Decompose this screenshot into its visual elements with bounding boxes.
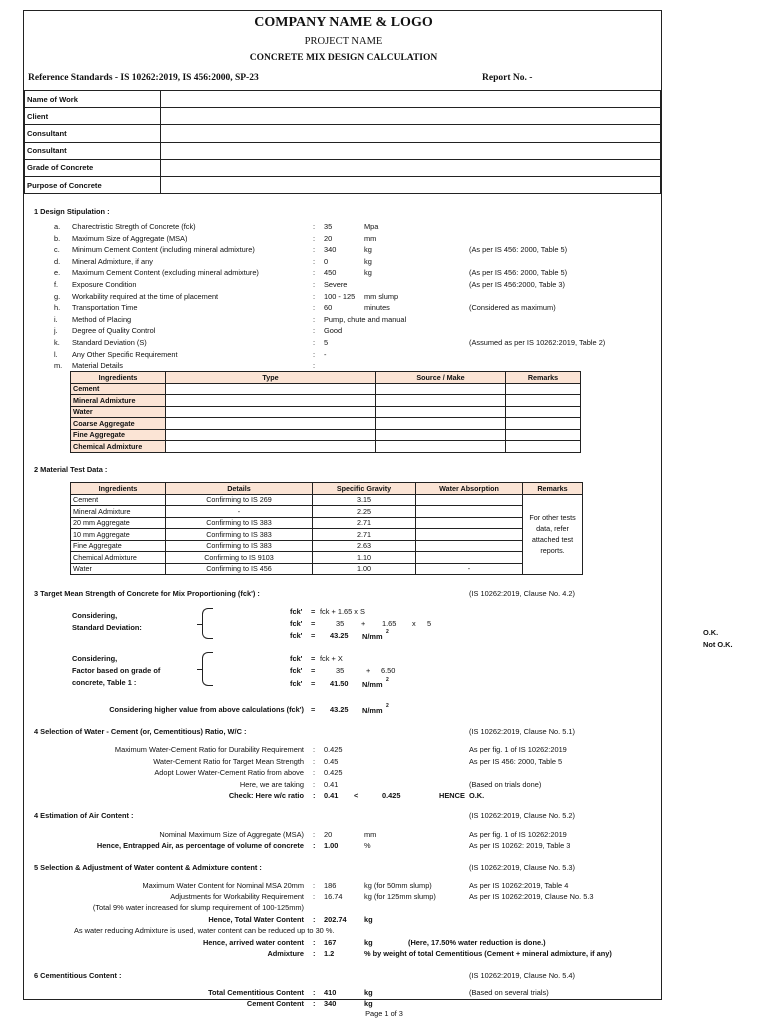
test-row — [71, 494, 583, 506]
air-msa-value: 20 — [324, 830, 333, 839]
col-ingredients: Ingredients — [71, 483, 166, 495]
item-unit: kg — [364, 268, 372, 278]
wc-value: 0.45 — [324, 756, 339, 766]
item-note: (As per IS 456: 2000, Table 5) — [469, 245, 568, 255]
test-ingredient: 20 mm Aggregate — [71, 517, 166, 529]
section-air-title: 4 Estimation of Air Content : — [34, 811, 134, 820]
equals: = — [311, 631, 316, 640]
case-b-label-2: Factor based on grade of — [72, 666, 161, 675]
info-value-cell[interactable] — [161, 142, 661, 159]
test-details: Confirming to IS 383 — [166, 517, 313, 529]
fck-symbol: fck' — [290, 679, 303, 688]
water-increase-note: (Total 9% water increased for slump requirement of 100-125mm) — [92, 903, 304, 912]
company-title: COMPANY NAME & LOGO — [254, 15, 433, 30]
colon: : — [313, 892, 316, 901]
info-value-cell[interactable] — [161, 108, 661, 125]
material-name: Mineral Admixture — [71, 395, 166, 407]
material-cell — [376, 418, 506, 430]
total-cementitious-note: (Based on several trials) — [469, 988, 549, 997]
cement-content-value: 340 — [324, 999, 337, 1008]
item-text: Material Details — [72, 361, 123, 371]
test-water-absorption — [416, 506, 523, 518]
test-ingredient: Fine Aggregate — [71, 540, 166, 552]
formula-b: fck + X — [320, 654, 343, 663]
section-6-ref: (IS 10262:2019, Clause No. 5.4) — [469, 971, 575, 980]
test-specific-gravity: 2.63 — [313, 540, 416, 552]
unit: N/mm — [362, 632, 383, 641]
col-remarks: Remarks — [523, 483, 583, 495]
material-cell — [376, 441, 506, 453]
col-ingredients: Ingredients — [71, 372, 166, 384]
test-ingredient: Cement — [71, 494, 166, 506]
section-5-title: 5 Selection & Adjustment of Water content & Admixture content : — [34, 863, 262, 872]
test-ingredient: Chemical Admixture — [71, 552, 166, 564]
colon: : — [313, 949, 316, 958]
colon: : — [313, 791, 316, 800]
item-colon: : — [313, 280, 316, 289]
case-a-label-1: Considering, — [72, 611, 118, 620]
section-6-title: 6 Cementitious Content : — [34, 971, 122, 980]
info-row — [25, 159, 661, 176]
test-details: Confirming to IS 9103 — [166, 552, 313, 564]
admixture-value: 1.2 — [324, 949, 335, 958]
brace-b — [202, 652, 213, 686]
section-5-ref: (IS 10262:2019, Clause No. 5.3) — [469, 863, 575, 872]
info-label: Name of Work — [25, 91, 161, 108]
water-reduction-note: (Here, 17.50% water reduction is done.) — [408, 938, 546, 947]
test-water-absorption — [416, 529, 523, 541]
material-test-table — [70, 482, 583, 575]
item-colon: : — [313, 361, 316, 371]
air-msa-label: Nominal Maximum Size of Aggregate (MSA) — [159, 830, 304, 839]
info-row — [25, 125, 661, 142]
item-unit: kg — [364, 245, 372, 255]
item-letter: m. — [54, 361, 63, 371]
test-specific-gravity: 2.71 — [313, 517, 416, 529]
item-letter: f. — [54, 280, 59, 289]
col-source: Source / Make — [376, 372, 506, 384]
entrapped-air-label: Hence, Entrapped Air, as percentage of volume of concrete — [96, 841, 304, 850]
arrived-water-label: Hence, arrived water content — [202, 938, 304, 947]
report-subtitle: CONCRETE MIX DESIGN CALCULATION — [249, 53, 438, 63]
cement-content-label: Cement Content — [246, 999, 304, 1008]
material-name: Cement — [71, 383, 166, 395]
item-value: 60 — [324, 303, 333, 313]
material-name: Coarse Aggregate — [71, 418, 166, 430]
material-cell — [506, 429, 581, 441]
section-4-title: 4 Selection of Water - Cement (or, Cementitious) Ratio, W/C : — [34, 727, 247, 736]
wc-note: As per fig. 1 of IS 10262:2019 — [469, 745, 567, 754]
formula-a: fck + 1.65 x S — [320, 607, 365, 616]
item-letter: d. — [54, 256, 61, 266]
case-a-label-2: Standard Deviation: — [72, 623, 142, 632]
section-4-ref: (IS 10262:2019, Clause No. 5.1) — [469, 727, 575, 736]
times: x — [412, 619, 416, 628]
item-note: (As per IS 456: 2000, Table 5) — [469, 268, 568, 278]
test-water-absorption — [416, 552, 523, 564]
material-cell — [506, 395, 581, 407]
unit: N/mm — [362, 680, 383, 689]
material-row — [71, 429, 581, 441]
item-value: Pump, chute and manual — [324, 314, 407, 324]
colon: : — [313, 830, 316, 839]
info-row — [25, 108, 661, 125]
total-water-unit: kg — [364, 915, 373, 924]
test-water-absorption — [416, 494, 523, 506]
item-letter: j. — [54, 326, 58, 336]
section-3-title: 3 Target Mean Strength of Concrete for Mix Proportioning (fck') : — [34, 589, 260, 598]
test-row — [71, 529, 583, 541]
wc-label: Adopt Lower Water-Cement Ratio from above — [154, 768, 304, 778]
hence-label: HENCE — [439, 791, 465, 800]
water-max-note: As per IS 10262:2019, Table 4 — [469, 881, 569, 890]
colon: : — [313, 779, 316, 789]
water-adjust-value: 16.74 — [324, 892, 343, 901]
item-colon: : — [313, 303, 316, 313]
info-label: Client — [25, 108, 161, 125]
item-text: Minimum Cement Content (including mineral admixture) — [72, 245, 255, 255]
test-remarks: For other tests data, refer attached test reports. — [523, 494, 583, 575]
fck-symbol: fck' — [290, 631, 303, 640]
admixture-reduction-note: As water reducing Admixture is used, water content can be reduced up to 30 %. — [74, 926, 335, 935]
material-cell — [376, 429, 506, 441]
admixture-label: Admixture — [267, 949, 304, 958]
case-b-label-3: concrete, Table 1 : — [72, 678, 137, 687]
wc-label: Here, we are taking — [239, 779, 304, 789]
check-operator: < — [354, 791, 359, 800]
cement-content-unit: kg — [364, 999, 373, 1008]
total-water-value: 202.74 — [324, 915, 347, 924]
material-details-table — [70, 371, 581, 453]
item-value: 20 — [324, 233, 333, 243]
section-air-ref: (IS 10262:2019, Clause No. 5.2) — [469, 811, 575, 820]
factor-x-value: 6.50 — [381, 666, 396, 675]
item-colon: : — [313, 326, 316, 336]
check-value: 0.41 — [324, 791, 339, 800]
fck-symbol: fck' — [290, 607, 303, 616]
info-value-cell[interactable] — [161, 176, 661, 193]
air-msa-unit: mm — [364, 830, 377, 839]
item-colon: : — [313, 245, 316, 255]
material-cell — [506, 406, 581, 418]
item-letter: e. — [54, 268, 61, 278]
reference-standards: Reference Standards - IS 10262:2019, IS 456:2000, SP-23 — [28, 73, 259, 83]
material-cell — [166, 441, 376, 453]
colon: : — [313, 999, 316, 1008]
test-details: Confirming to IS 456 — [166, 563, 313, 575]
material-cell — [506, 441, 581, 453]
item-text: Standard Deviation (S) — [72, 338, 147, 347]
project-name: PROJECT NAME — [304, 36, 383, 47]
fck-value: 35 — [336, 666, 345, 675]
test-ingredient: Mineral Admixture — [71, 506, 166, 518]
total-cementitious-value: 410 — [324, 988, 337, 997]
item-value: 340 — [324, 245, 337, 255]
check-limit: 0.425 — [382, 791, 401, 800]
water-max-unit: kg (for 50mm slump) — [364, 881, 432, 890]
material-name: Chemical Admixture — [71, 441, 166, 453]
equals: = — [311, 654, 316, 663]
wc-label: Maximum Water-Cement Ratio for Durability Requirement — [114, 745, 304, 754]
wc-note: (Based on trials done) — [469, 779, 542, 789]
test-row — [71, 540, 583, 552]
info-row — [25, 142, 661, 159]
unit: N/mm — [362, 706, 383, 715]
admixture-note: % by weight of total Cementitious (Cement + mineral admixture, if any) — [364, 949, 612, 958]
item-letter: k. — [54, 338, 60, 347]
item-unit: Mpa — [364, 222, 379, 231]
info-label: Consultant — [25, 125, 161, 142]
material-row — [71, 383, 581, 395]
wc-note: As per IS 456: 2000, Table 5 — [469, 756, 563, 766]
info-value-cell[interactable] — [161, 159, 661, 176]
test-row — [71, 563, 583, 575]
test-ingredient: 10 mm Aggregate — [71, 529, 166, 541]
item-unit: kg — [364, 256, 372, 266]
material-row — [71, 418, 581, 430]
test-details: Confirming to IS 269 — [166, 494, 313, 506]
test-ingredient: Water — [71, 563, 166, 575]
report-number: Report No. - — [482, 73, 533, 83]
test-row — [71, 506, 583, 518]
material-cell — [166, 418, 376, 430]
colon: : — [313, 915, 316, 924]
wc-label: Water-Cement Ratio for Target Mean Strength — [153, 756, 304, 766]
material-cell — [376, 383, 506, 395]
material-cell — [506, 383, 581, 395]
col-water-absorption: Water Absorption — [416, 483, 523, 495]
entrapped-air-unit: % — [364, 841, 371, 850]
item-colon: : — [313, 256, 316, 266]
info-row — [25, 176, 661, 193]
item-letter: c. — [54, 245, 60, 255]
item-letter: a. — [54, 222, 61, 231]
page-footer: Page 1 of 3 — [365, 1009, 403, 1018]
item-value: 35 — [324, 222, 333, 231]
total-cementitious-label: Total Cementitious Content — [208, 988, 304, 997]
item-colon: : — [313, 291, 316, 301]
colon: : — [313, 881, 316, 890]
material-cell — [376, 406, 506, 418]
colon: : — [313, 841, 316, 850]
wc-value: 0.425 — [324, 768, 343, 778]
item-value: - — [324, 349, 327, 359]
item-text: Degree of Quality Control — [72, 326, 156, 336]
factor-value: 1.65 — [382, 619, 397, 628]
section-1-title: 1 Design Stipulation : — [34, 207, 110, 216]
item-letter: l. — [54, 349, 58, 359]
item-colon: : — [313, 268, 316, 278]
plus: + — [366, 666, 371, 675]
water-max-label: Maximum Water Content for Nominal MSA 20mm — [142, 881, 304, 890]
arrived-water-unit: kg — [364, 938, 373, 947]
item-unit: mm slump — [364, 291, 399, 301]
brace-a — [202, 608, 213, 639]
test-water-absorption: - — [416, 563, 523, 575]
item-value: 5 — [324, 338, 329, 347]
test-water-absorption — [416, 517, 523, 529]
total-cementitious-unit: kg — [364, 988, 373, 997]
water-max-value: 186 — [324, 881, 337, 890]
col-remarks: Remarks — [506, 372, 581, 384]
item-unit: minutes — [364, 303, 390, 313]
info-row — [25, 91, 661, 108]
test-specific-gravity: 1.00 — [313, 563, 416, 575]
item-value: 0 — [324, 256, 329, 266]
item-text: Charectristic Stregth of Concrete (fck) — [72, 222, 196, 231]
item-colon: : — [313, 233, 316, 243]
wc-value: 0.41 — [324, 779, 339, 789]
info-label: Consultant — [25, 142, 161, 159]
equals: = — [311, 607, 316, 616]
water-adjust-unit: kg (for 125mm slump) — [364, 892, 436, 901]
water-adjust-note: As per IS 10262:2019, Clause No. 5.3 — [469, 892, 594, 901]
item-text: Workability required at the time of placement — [72, 291, 219, 301]
info-value-cell[interactable] — [161, 91, 661, 108]
wc-value: 0.425 — [324, 745, 343, 754]
material-row — [71, 395, 581, 407]
equals: = — [311, 679, 316, 688]
item-note: (As per IS 456:2000, Table 3) — [469, 280, 566, 289]
material-row — [71, 406, 581, 418]
item-colon: : — [313, 338, 316, 347]
test-specific-gravity: 1.10 — [313, 552, 416, 564]
section-2-title: 2 Material Test Data : — [34, 465, 108, 474]
item-text: Exposure Condition — [72, 280, 137, 289]
item-text: Any Other Specific Requirement — [72, 349, 178, 359]
check-label: Check: Here w/c ratio — [228, 791, 304, 800]
item-value: 450 — [324, 268, 337, 278]
equals: = — [311, 619, 316, 628]
item-note: (Assumed as per IS 10262:2019, Table 2) — [469, 338, 606, 347]
check-result: O.K. — [469, 791, 485, 800]
test-details: Confirming to IS 383 — [166, 529, 313, 541]
final-fck-label: Considering higher value from above calculations (fck') — [109, 705, 304, 714]
material-cell — [166, 429, 376, 441]
unit-sup: 2 — [386, 677, 389, 683]
test-row — [71, 552, 583, 564]
final-fck-value: 43.25 — [330, 705, 349, 714]
material-cell — [166, 383, 376, 395]
col-details: Details — [166, 483, 313, 495]
material-cell — [506, 418, 581, 430]
item-unit: mm — [364, 233, 377, 243]
result-b: 41.50 — [330, 679, 349, 688]
item-text: Transportation Time — [72, 303, 138, 313]
material-cell — [166, 406, 376, 418]
colon: : — [313, 988, 316, 997]
item-letter: b. — [54, 233, 61, 243]
material-cell — [166, 395, 376, 407]
item-colon: : — [313, 314, 316, 324]
item-colon: : — [313, 349, 316, 359]
section-3-ref: (IS 10262:2019, Clause No. 4.2) — [469, 589, 575, 598]
fck-symbol: fck' — [290, 666, 303, 675]
test-water-absorption — [416, 540, 523, 552]
fck-symbol: fck' — [290, 654, 303, 663]
item-colon: : — [313, 222, 316, 231]
result-a: 43.25 — [330, 631, 349, 640]
test-row — [71, 517, 583, 529]
item-letter: h. — [54, 303, 61, 313]
item-text: Method of Placing — [72, 314, 132, 324]
not-ok-label: Not O.K. — [703, 640, 733, 649]
colon: : — [313, 756, 316, 766]
info-value-cell[interactable] — [161, 125, 661, 142]
water-adjust-label: Adjustments for Workability Requirement — [170, 892, 304, 901]
sd-value: 5 — [427, 619, 432, 628]
test-details: Confirming to IS 383 — [166, 540, 313, 552]
unit-sup: 2 — [386, 629, 389, 635]
arrived-water-value: 167 — [324, 938, 337, 947]
test-specific-gravity: 2.71 — [313, 529, 416, 541]
case-b-label-1: Considering, — [72, 654, 118, 663]
project-info-table — [24, 90, 661, 194]
item-text: Maximum Cement Content (excluding mineral admixture) — [72, 268, 259, 278]
colon: : — [313, 745, 316, 754]
material-cell — [376, 395, 506, 407]
item-letter: i. — [54, 314, 58, 324]
equals: = — [311, 705, 316, 714]
item-note: (Considered as maximum) — [469, 303, 556, 313]
material-row — [71, 441, 581, 453]
item-value: Good — [324, 326, 343, 336]
test-specific-gravity: 2.25 — [313, 506, 416, 518]
material-name: Water — [71, 406, 166, 418]
info-label: Grade of Concrete — [25, 159, 161, 176]
item-value: 100 - 125 — [324, 291, 356, 301]
fck-value: 35 — [336, 619, 345, 628]
col-specific-gravity: Specific Gravity — [313, 483, 416, 495]
col-type: Type — [166, 372, 376, 384]
entrapped-air-note: As per IS 10262: 2019, Table 3 — [469, 841, 571, 850]
unit-sup: 2 — [386, 703, 389, 709]
item-value: Severe — [324, 280, 348, 289]
colon: : — [313, 768, 316, 778]
test-details: - — [166, 506, 313, 518]
total-water-label: Hence, Total Water Content — [208, 915, 304, 924]
fck-symbol: fck' — [290, 619, 303, 628]
plus: + — [361, 619, 366, 628]
air-msa-note: As per fig. 1 of IS 10262:2019 — [469, 830, 567, 839]
material-name: Fine Aggregate — [71, 429, 166, 441]
item-text: Maximum Size of Aggregate (MSA) — [72, 233, 188, 243]
item-letter: g. — [54, 291, 61, 301]
equals: = — [311, 666, 316, 675]
entrapped-air-value: 1.00 — [324, 841, 339, 850]
ok-label: O.K. — [703, 628, 719, 637]
item-text: Mineral Admixture, if any — [72, 256, 153, 266]
test-specific-gravity: 3.15 — [313, 494, 416, 506]
report-sheet — [23, 10, 662, 1008]
colon: : — [313, 938, 316, 947]
info-label: Purpose of Concrete — [25, 176, 161, 193]
